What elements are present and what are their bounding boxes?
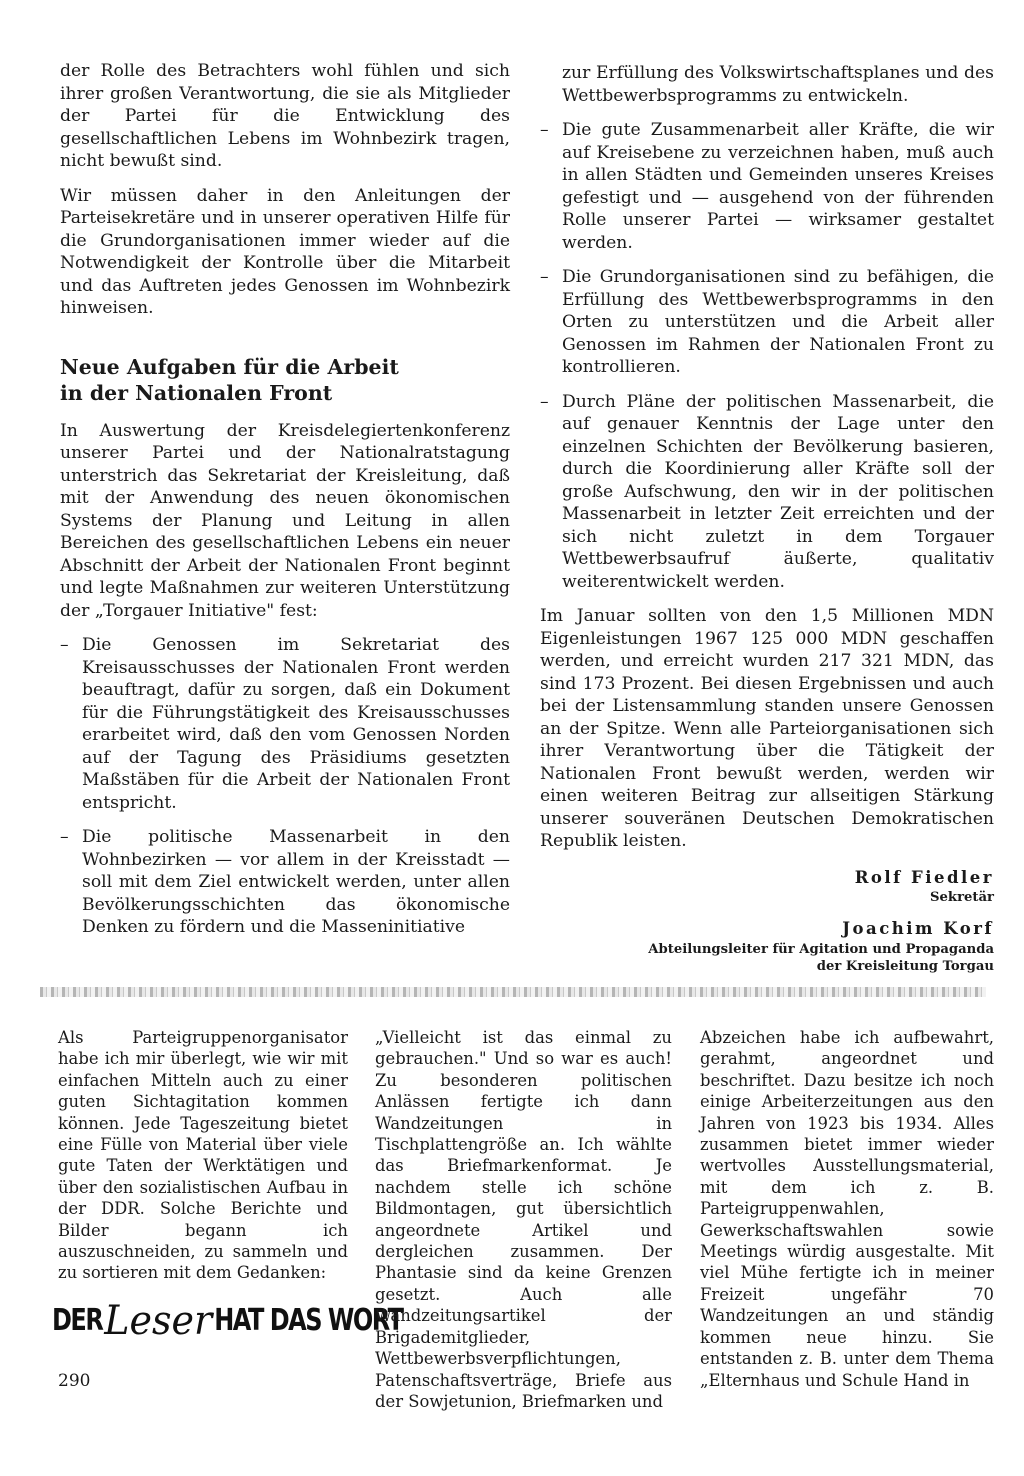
closing-paragraph: Im Januar sollten von den 1,5 Millionen MDN Eigenleistungen 1967 125 000 MDN geschaffen werden, und erreicht wurden 217 321 MDN, das sind 173 Prozent. Bei diesen Ergebnissen und auch bei der Listensammlung standen unsere Genossen an der Spitze. Wenn alle Parteiorganisationen sich ihrer Verantwortung über die Tätigkeit der Nationalen Front bewußt werden, werden wir einen weiteren Beitrag zur allseitigen Stärkung unserer souveränen Deutschen Demokratischen Republik leisten. (540, 606, 994, 851)
letter-text: Abzeichen habe ich aufbewahrt, gerahmt, angeordnet und beschriftet. Dazu besitze ich noch einige Arbeiterzeitungen aus den Jahren von 1923 bis 1934. Alles zusammen bietet immer wieder wertvolles Ausstellungsmaterial, mit dem ich z. B. Parteigruppenwahlen, Gewerkschaftswahlen sowie Meetings würdig ausgestalte. Mit viel Mühe fertigte ich in meiner Freizeit ungefähr 70 Wandzeitungen an und ständig kommen neue hinzu. Sie entstanden z. B. unter dem Thema „Elternhaus und Schule Hand in (700, 1028, 994, 1390)
der-leser-hat-das-wort-logo (52, 1283, 403, 1358)
dash-bullet: – (540, 120, 549, 140)
list-item (540, 266, 994, 379)
upper-left-column (60, 60, 510, 939)
signature-name: Rolf Fiedler (854, 867, 994, 887)
logo-script-text: Leser (104, 1296, 213, 1344)
list-item (540, 119, 994, 254)
list-item-continuation (540, 62, 994, 107)
section-divider (40, 987, 986, 997)
list-item (60, 634, 510, 814)
logo-left-text: DER (52, 1302, 103, 1338)
paragraph: Wir müssen daher in den Anleitungen der Parteisekretäre und in unserer operativen Hilfe für die Grundorganisationen immer wieder auf die Notwendigkeit der Kontrolle über die Mitarbeit und das Auftreten jedes Genossen im Wohnbezirk hinweisen. (60, 185, 510, 318)
dash-bullet: – (60, 635, 69, 655)
upper-right-column (540, 62, 994, 975)
list-item-text: Die Genossen im Sekretariat des Kreisausschusses der Nationalen Front werden beauftragt, dafür zu sorgen, daß ein Dokument für die Führungstätigkeit des Kreisausschusses erarbeitet wird, daß den vom Genossen Norden auf der Tagung des Präsidiums gesetzten Maßstäben für die Arbeit der Nationalen Front entspricht. (82, 635, 510, 813)
list-item-text: Die politische Massenarbeit in den Wohnbezirken — vor allem in der Kreisstadt — soll mit dem Ziel entwickelt werden, unter allen Bevölkerungsschichten das ökonomische Denken zu fördern und die Masseninitiative (82, 827, 510, 937)
signature-name: Joachim Korf (842, 919, 994, 938)
letter-text: Als Parteigruppenorganisator habe ich mir überlegt, wie wir mit einfachen Mitteln auch zu einer guten Sichtagitation kommen können. Jede Tageszeitung bietet eine Fülle von Material über viele gute Taten der Werktätigen und über den sozialistischen Aufbau in der DDR. Solche Berichte und Bilder begann ich auszuschneiden, zu sammeln und zu sortieren mit dem Gedanken: (58, 1028, 348, 1283)
intro-paragraph: der Rolle des Betrachters wohl fühlen und sich ihrer großen Verantwortung, die sie als Mitglieder der Partei für die Entwicklung des gesellschaftlichen Lebens im Wohnbezirk tragen, nicht bewußt sind. (60, 61, 510, 171)
continuation-text: zur Erfüllung des Volkswirtschaftsplanes und des Wettbewerbsprogramms zu entwickeln. (562, 63, 994, 106)
list-item (60, 826, 510, 939)
list-item-text: Durch Pläne der politischen Massenarbeit, die auf genauer Kenntnis der Lage unter den einzelnen Schichten der Bevölkerung basieren, durch die Koordinierung aller Kräfte soll der große Aufschwung, den wir in der politischen Massenarbeit in letzter Zeit erreichten und der sich nicht zuletzt in dem Torgauer Wettbewerbsaufruf äußerte, qualitativ weiterentwickelt werden. (562, 391, 994, 592)
list-item (540, 391, 994, 594)
heading-line-1: Neue Aufgaben für die Arbeit (60, 354, 399, 379)
signature-role: Sekretär (930, 890, 994, 905)
page-number: 290 (58, 1371, 91, 1391)
paragraph: In Auswertung der Kreisdelegiertenkonferenz unserer Partei und der Nationalratstagung unterstrich das Sekretariat der Kreisleitung, daß mit der Anwendung des neuen ökonomischen Systems der Planung und Leitung in allen Bereichen des gesellschaftlichen Lebens ein neuer Abschnitt der Arbeit der Nationalen Front beginnt und legte Maßnahmen zur weiteren Unterstützung der „Torgauer Initiative" fest: (60, 420, 510, 621)
dash-bullet: – (60, 827, 69, 847)
dash-bullet: – (540, 391, 549, 412)
logo-right-text: HAT DAS WORT (214, 1302, 403, 1338)
letter-column-2 (375, 1027, 672, 1412)
letter-column-3 (700, 1027, 994, 1391)
letter-column-1 (58, 1027, 348, 1284)
letter-text: „Vielleicht ist das einmal zu gebrauchen." Und so war es auch! Zu besonderen politischen Anlässen fertigte ich dann Wandzeitungen in Tischplattengröße an. Ich wählte das Briefmarkenformat. Je nachdem stelle ich schöne Bildmontagen, gut übersichtlich angeordnete Artikel und dergleichen zusammen. Der Phantasie sind da keine Grenzen gesetzt. Auch alle Wandzeitungsartikel der Brigademitglieder, Wettbewerbsverpflichtungen, Patenschaftsverträge, Briefe aus der Sowjetunion, Briefmarken und (375, 1028, 672, 1411)
dash-bullet: – (540, 267, 549, 287)
list-item-text: Die Grundorganisationen sind zu befähigen, die Erfüllung des Wettbewerbsprogramms in den Orten zu unterstützen und die Arbeit aller Genossen im Rahmen der Nationalen Front zu kontrollieren. (562, 267, 994, 377)
signature-role: der Kreisleitung Torgau (816, 958, 994, 974)
signature-role: Abteilungsleiter für Agitation und Propaganda (648, 941, 994, 957)
list-item-text: Die gute Zusammenarbeit aller Kräfte, die wir auf Kreisebene zu verzeichnen haben, muß auch in allen Städten und Gemeinden unseres Kreises gefestigt und — ausgehend von der führenden Rolle unserer Partei — wirksamer gestaltet werden. (562, 120, 994, 253)
section-heading (60, 354, 510, 406)
heading-line-2: in der Nationalen Front (60, 380, 333, 405)
